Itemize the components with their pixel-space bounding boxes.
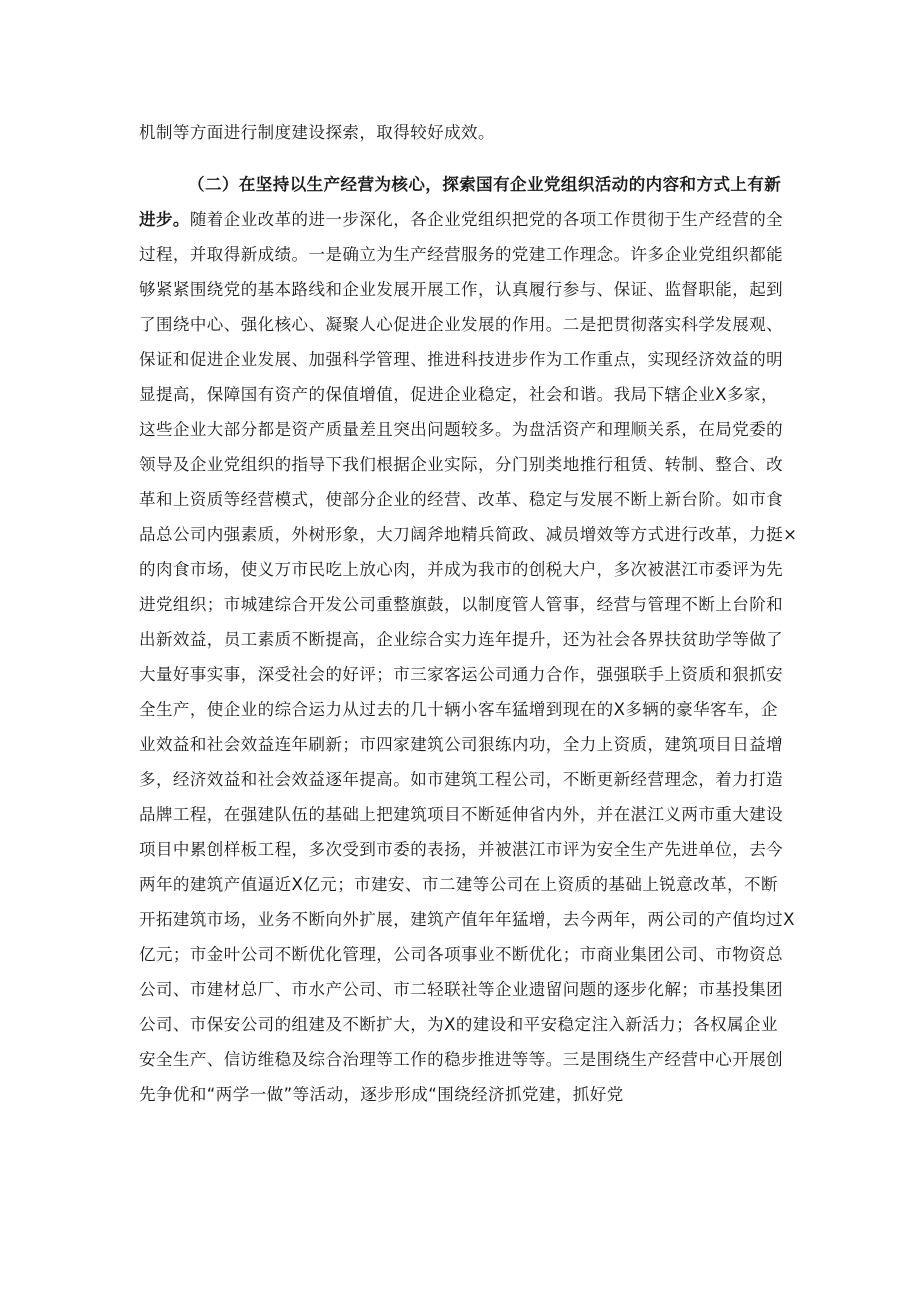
section-heading-continuation: 进步。 bbox=[139, 210, 190, 229]
paragraph-line-2-text: 随着企业改革的进一步深化，各企业党组织把党的各项工作贯彻于生产经营的全 bbox=[189, 210, 784, 229]
paragraph-line: 项目中累创样板工程，多次受到市委的表扬，并被湛江市评为安全生产先进单位，去今 bbox=[139, 840, 784, 859]
section-heading: （二）在坚持以生产经营为核心，探索国有企业党组织活动的内容和方式上有新 bbox=[188, 175, 782, 194]
paragraph-line: 多，经济效益和社会效益逐年提高。如市建筑工程公司，不断更新经营理念，着力打造 bbox=[139, 770, 784, 789]
paragraph-line: 进党组织；市城建综合开发公司重整旗鼓，以制度管人管事，经营与管理不断上台阶和 bbox=[139, 595, 784, 614]
paragraph-line: 先争优和“两学一做”等活动，逐步形成“围绕经济抓党建，抓好党 bbox=[139, 1085, 624, 1104]
paragraph-line: 显提高，保障国有资产的保值增值，促进企业稳定，社会和谐。我局下辖企业X多家， bbox=[139, 385, 778, 404]
paragraph-line: 够紧紧围绕党的基本路线和企业发展开展工作，认真履行参与、保证、监督职能，起到 bbox=[139, 280, 784, 299]
paragraph-line: 过程，并取得新成绩。一是确立为生产经营服务的党建工作理念。许多企业党组织都能 bbox=[139, 245, 784, 264]
paragraph-line: 公司、市保安公司的组建及不断扩大，为X的建设和平安稳定注入新活力；各权属企业 bbox=[139, 1015, 778, 1034]
paragraph-line: 开拓建筑市场，业务不断向外扩展，建筑产值年年猛增，去今两年，两公司的产值均过X bbox=[139, 910, 795, 929]
paragraph-line: 公司、市建材总厂、市水产公司、市二轻联社等企业遗留问题的逐步化解；市基投集团 bbox=[139, 980, 784, 999]
paragraph-line: 品牌工程，在强建队伍的基础上把建筑项目不断延伸省内外，并在湛江义两市重大建设 bbox=[139, 805, 784, 824]
paragraph-line: 大量好事实事，深受社会的好评；市三家客运公司通力合作，强强联手上资质和狠抓安 bbox=[139, 665, 784, 684]
paragraph-line: 革和上资质等经营模式，使部分企业的经营、改革、稳定与发展不断上新台阶。如市食 bbox=[139, 490, 784, 509]
paragraph-line: 全生产，使企业的综合运力从过去的几十辆小客车猛增到现在的X多辆的豪华客车，企 bbox=[139, 700, 778, 719]
paragraph-line: 保证和促进企业发展、加强科学管理、推进科技进步作为工作重点，实现经济效益的明 bbox=[139, 350, 784, 369]
paragraph-line: 这些企业大部分都是资产质量差且突出问题较多。为盘活资产和理顺关系，在局党委的 bbox=[139, 420, 784, 439]
paragraph-line: 两年的建筑产值逼近X亿元；市建安、市二建等公司在上资质的基础上锐意改革，不断 bbox=[139, 875, 778, 894]
paragraph-line: 亿元；市金叶公司不断优化管理，公司各项事业不断优化；市商业集团公司、市物资总 bbox=[139, 945, 784, 964]
paragraph-line: 了围绕中心、强化核心、凝聚人心促进企业发展的作用。二是把贯彻落实科学发展观、 bbox=[139, 315, 784, 334]
paragraph-line: 领导及企业党组织的指导下我们根据企业实际，分门别类地推行租赁、转制、整合、改 bbox=[139, 455, 784, 474]
paragraph-line: 业效益和社会效益连年刷新；市四家建筑公司狠练内功，全力上资质，建筑项目日益增 bbox=[139, 735, 784, 754]
intro-line: 机制等方面进行制度建设探索，取得较好成效。 bbox=[139, 123, 495, 142]
paragraph-line: 品总公司内强素质，外树形象，大刀阔斧地精兵简政、减员增效等方式进行改革，力挺× bbox=[139, 525, 798, 544]
paragraph-line-2 bbox=[139, 205, 785, 235]
paragraph-line: 安全生产、信访维稳及综合治理等工作的稳步推进等等。三是围绕生产经营中心开展创 bbox=[139, 1050, 784, 1069]
paragraph-line: 出新效益，员工素质不断提高，企业综合实力连年提升，还为社会各界扶贫助学等做了 bbox=[139, 630, 784, 649]
paragraph-line: 的肉食市场，使义万市民吃上放心肉，并成为我市的创税大户，多次被湛江市委评为先 bbox=[139, 560, 784, 579]
